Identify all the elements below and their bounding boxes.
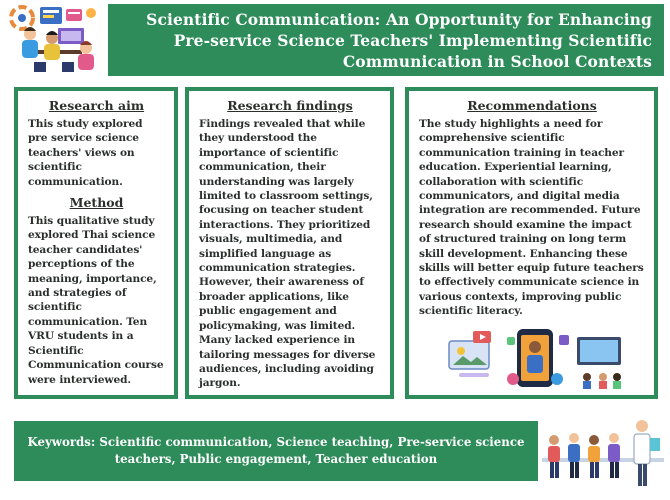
research-findings-heading: Research findings [227, 98, 353, 113]
research-aim-text: This study explored pre service science teachers' views on scientific communication. [28, 118, 143, 188]
page-title: Scientific Communication: An Opportunity for Enhancing Pre-service Science Teachers' Implementing Scientific Communication in School Contexts [146, 9, 652, 71]
method-text: This qualitative study explored Thai science teacher candidates' perceptions of the meaning, importance, and strategies of scientific communication. Ten VRU students in a Scientific Communication course were interviewed. [28, 215, 164, 386]
recommendations-text: The study highlights a need for comprehensive scientific communication training in teacher education. Experiential learning, collaboration with scientific communicators, and digital media integration are recommended. Future research should examine the impact of structured training on long term skill development. Enhancing these skills will better equip future teachers to effectively communicate science in various contexts, improving public scientific literacy. [419, 118, 644, 318]
research-findings-panel [185, 87, 394, 399]
research-aim-panel [14, 87, 178, 399]
people-collaborating-illustration [8, 4, 100, 76]
digital-media-illustration [447, 327, 627, 391]
title-banner [108, 4, 664, 76]
research-findings-text: Findings revealed that while they understood the importance of scientific communication, their understanding was largely limited to classroom settings, focusing on teacher student interactions. They prioritized visuals, multimedia, and simplified language as communication strategies. However, their awareness of broader applications, like public engagement and policymaking, was limited. Many lacked experience in tailoring messages for diverse audiences, including avoiding jargon. [199, 118, 376, 390]
keywords-banner [14, 421, 538, 481]
method-heading: Method [69, 195, 124, 211]
keywords-text: Keywords: Scientific communication, Science teaching, Pre-service science teachers, Public engagement, Teacher education [27, 435, 525, 466]
recommendations-heading: Recommendations [467, 98, 597, 113]
waiting-room-people-illustration [542, 414, 664, 490]
recommendations-panel [405, 87, 658, 399]
research-aim-heading: Research aim [48, 98, 145, 113]
